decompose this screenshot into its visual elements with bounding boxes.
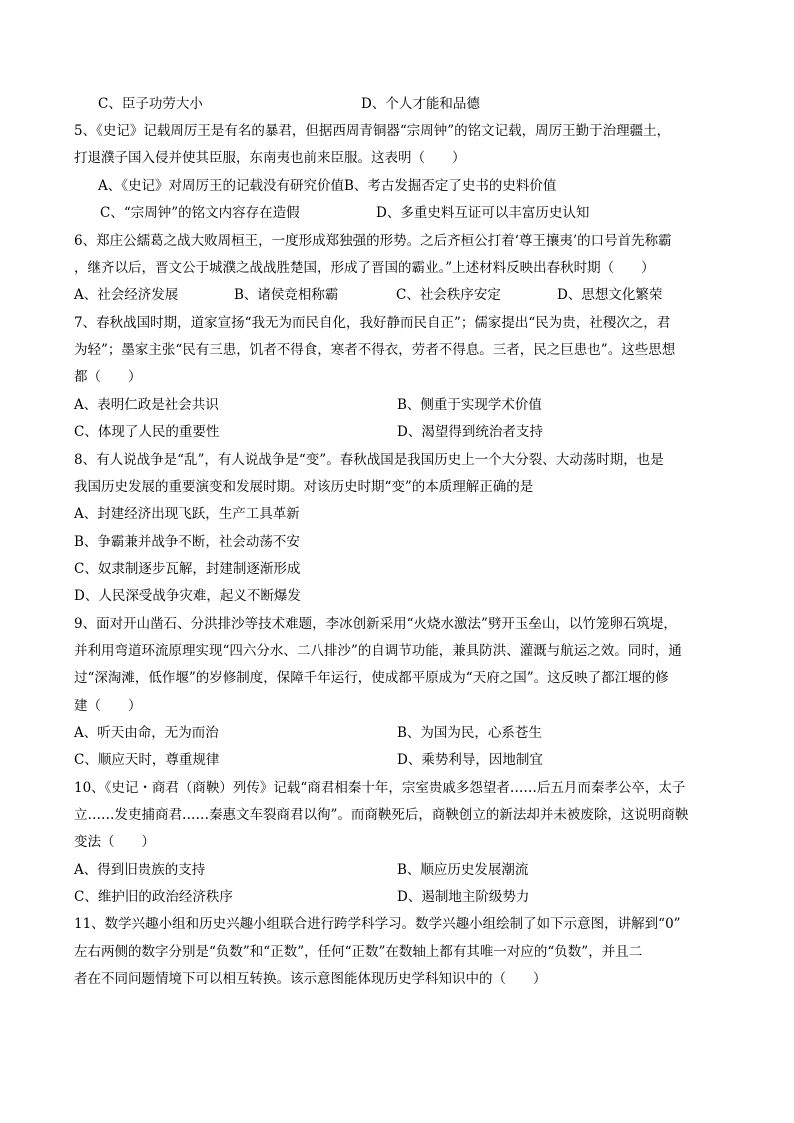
option-b: B、顺应历史发展潮流 (397, 862, 529, 878)
option-a: A、社会经济发展 (74, 287, 179, 303)
option-a-text: A、《史记》对周厉王的记载没有研究价值 (98, 178, 344, 194)
option-a: A、听天由命，无为而治 (74, 725, 219, 741)
option-b: B、争霸兼并战争不断，社会动荡不安 (74, 534, 300, 550)
question-9-stem-line-4: 建（ ） (74, 698, 142, 714)
question-10-stem-line-1: 10、《史记・商君（商鞅）列传》记载“商君相秦十年，宗室贵戚多怨望者……后五月而秦孝公卒，太子 (74, 780, 686, 796)
option-c: C、社会秩序安定 (396, 287, 501, 303)
question-9-stem-line-2: 并利用弯道环流原理实现“四六分水、二八排沙”的自调节功能，兼具防洪、灌溉与航运之效。同时，通 (74, 643, 682, 659)
option-d: D、人民深受战争灾难，起义不断爆发 (74, 588, 301, 604)
option-c: C、臣子功劳大小 (98, 96, 203, 112)
option-a (98, 176, 556, 196)
question-9-stem-line-3: 过“深淘滩，低作堰”的岁修制度，保障千年运行，使成都平原成为“天府之国”。这反映了都江堰的修 (74, 670, 669, 686)
option-b: B、侧重于实现学术价值 (397, 397, 542, 413)
question-5-stem-line-1: 5、《史记》记载周厉王是有名的暴君，但据西周青铜器“宗周钟”的铭文记载，周厉王勤于治理疆土， (74, 123, 671, 139)
question-10-stem-line-2: 立……发吏捕商君……秦惠文车裂商君以徇”。而商鞅死后，商鞅创立的新法却并未被废除，这说明商鞅 (74, 807, 689, 823)
option-d: D、思想文化繁荣 (557, 287, 663, 303)
option-c: C、奴隶制逐步瓦解，封建制逐渐形成 (74, 561, 301, 577)
question-10-stem-line-3: 变法（ ） (74, 834, 155, 850)
question-11-stem-line-1: 11、数学兴趣小组和历史兴趣小组联合进行跨学科学习。数学兴趣小组绘制了如下示意图，讲解到“0” (74, 916, 681, 932)
option-d: D、遏制地主阶级势力 (397, 889, 530, 905)
question-6-stem-line-2: ，继齐以后，晋文公于城濮之战战胜楚国，形成了晋国的霸业。”上述材料反映出春秋时期（ ） (74, 260, 655, 276)
option-a: A、封建经济出现飞跃，生产工具革新 (74, 506, 300, 522)
option-d: D、渴望得到统治者支持 (397, 424, 543, 440)
question-7-stem-line-1: 7、春秋战国时期，道家宣扬“我无为而民自化，我好静而民自正”；儒家提出“民为贵，社稷次之，君 (74, 315, 671, 331)
question-7-stem-line-2: 为轻”；墨家主张“民有三患，饥者不得食，寒者不得衣，劳者不得息。三者，民之巨患也”。这些思想 (74, 342, 676, 358)
option-c: C、维护旧的政治经济秩序 (74, 889, 233, 905)
option-a: A、得到旧贵族的支持 (74, 862, 206, 878)
option-b-text: B、考古发掘否定了史书的史料价值 (344, 178, 557, 194)
question-7-stem-line-3: 都（ ） (74, 369, 142, 385)
option-c: C、顺应天时，尊重规律 (74, 752, 220, 768)
option-c: C、“宗周钟”的铭文内容存在造假 (100, 205, 300, 221)
option-d: D、多重史料互证可以丰富历史认知 (376, 205, 590, 221)
option-b: B、诸侯竞相称霸 (234, 287, 339, 303)
question-11-stem-line-3: 者在不同问题情境下可以相互转换。该示意图能体现历史学科知识中的（ ） (74, 971, 547, 987)
option-a: A、表明仁政是社会共识 (74, 397, 219, 413)
option-d: D、个人才能和品德 (361, 96, 480, 112)
question-8-stem-line-1: 8、有人说战争是“乱”，有人说战争是“变”。春秋战国是我国历史上一个大分裂、大动荡时期，也是 (74, 452, 664, 468)
question-11-stem-line-2: 左右两侧的数字分别是“负数”和“正数”，任何“正数”在数轴上都有其唯一对应的“负数”，并且二 (74, 944, 643, 960)
question-8-stem-line-2: 我国历史发展的重要演变和发展时期。对该历史时期“变”的本质理解正确的是 (74, 479, 534, 495)
option-c: C、体现了人民的重要性 (74, 424, 220, 440)
option-d: D、乘势利导，因地制宜 (397, 752, 543, 768)
question-9-stem-line-1: 9、面对开山凿石、分洪排沙等技术难题，李冰创新采用“火烧水激法”劈开玉垒山，以竹笼卵石筑堤， (74, 616, 677, 632)
question-6-stem-line-1: 6、郑庄公繻葛之战大败周桓王，一度形成郑独强的形势。之后齐桓公打着‘尊王攘夷’的口号首先称霸 (74, 233, 672, 249)
question-5-stem-line-2: 打退濮子国入侵并使其臣服，东南夷也前来臣服。这表明（ ） (74, 150, 466, 166)
option-b: B、为国为民，心系苍生 (397, 725, 542, 741)
